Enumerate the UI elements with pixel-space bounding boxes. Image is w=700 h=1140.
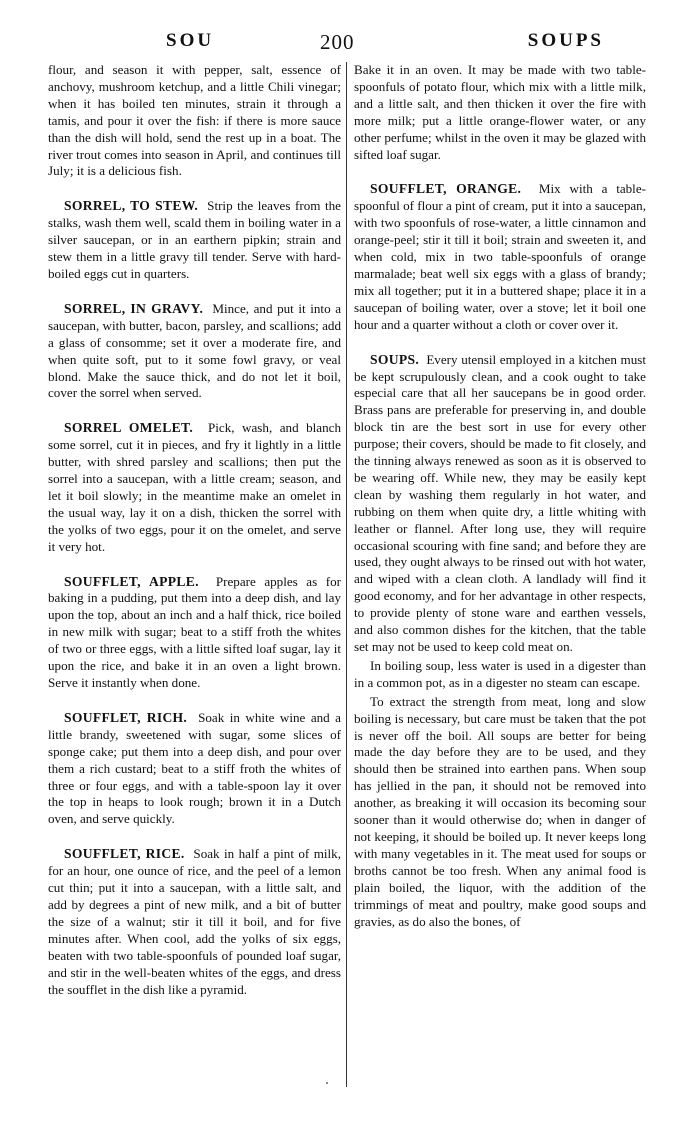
continuation-paragraph: flour, and season it with pepper, salt, essence of anchovy, mushroom ketchup, and a little Chili vinegar; when it has boiled ten minutes, strain it through a tamis, and pour it over the fish: if there is more sauce than the dish will hold, send the rest up in a boat. The river trout comes into season in April, and continues till July; it is a delicious fish. <box>48 62 341 179</box>
entry-title: SOUPS. <box>370 351 420 367</box>
entry-sorrel-omelet <box>48 420 341 555</box>
entry-soufflet-rich <box>48 710 341 828</box>
entry-soups <box>354 352 646 931</box>
header-left-guide-word: SOU <box>166 30 215 51</box>
left-column <box>48 62 341 998</box>
entry-soufflet-rice <box>48 846 341 998</box>
header-right-guide-word: SOUPS <box>527 30 604 51</box>
continuation-paragraph: Bake it in an oven. It may be made with two table-spoonfuls of potato flour, which mix with a little milk, and a little salt, and then thicken it over the fire with more milk; put a little orange-flower water, or any other perfume; whilst in the oven it may be glazed with sifted loaf sugar. <box>354 62 646 162</box>
running-header <box>48 30 652 60</box>
entry-soufflet-apple <box>48 574 341 692</box>
entry-text: Strip the leaves from the stalks, wash them well, scald them in boiling water in a silver saucepan, or in an earthern pipkin; strain and stew them in a little gravy till tender. Serve with hard-boiled eggs cut in quarters. <box>48 198 341 281</box>
entry-text: Prepare apples as for baking in a pudding, put them into a deep dish, and lay upon the top, about an inch and a half thick, rice boiled in new milk with sugar; beat to a stiff froth the whites of two or three eggs, with a little sifted loaf sugar, lay it upon the rice, and bake it in an oven a light brown. Serve it instantly when done. <box>48 573 341 690</box>
entry-title: SORREL OMELET. <box>64 420 194 436</box>
entry-title: SORREL, TO STEW. <box>64 198 199 214</box>
right-column <box>354 62 646 930</box>
entry-text: Soak in half a pint of milk, for an hour, one ounce of rice, and the peel of a lemon cut thin; put it into a saucepan, with a little salt, and add by degrees a pint of new milk, and a bit of butter the size of a walnut; stir it till it boil, and for five minutes after. When cool, add the yolks of six eggs, beaten with two table-spoonfuls of pounded loaf sugar, and stir in the well-beaten whites of the eggs, and dress the soufflet in the dish like a pyramid. <box>48 846 341 997</box>
entry-text: Soak in white wine and a little brandy, sweetened with sugar, some slices of sponge cake; put them into a deep dish, and pour over them a rich custard; beat to a stiff froth the whites of three or four eggs, and with a table-spoon lay it over the top in heaps to look rough; brown it in a Dutch oven, and serve quickly. <box>48 709 341 827</box>
entry-text: Mince, and put it into a saucepan, with butter, bacon, parsley, and scallions; add a glass of consomme; set it over a moderate fire, and when quite soft, put to it some fowl gravy, or veal blond. Make the sauce thick, and do not let it boil, cover the sorrel when served. <box>48 300 342 401</box>
entry-soufflet-orange <box>354 181 646 333</box>
body-paragraph: In boiling soup, less water is used in a digester than in a common pot, as in a digester no steam can escape. <box>354 657 646 690</box>
entry-title: SORREL, IN GRAVY. <box>64 300 204 316</box>
entry-text: Mix with a table-spoonful of flour a pint of cream, put it into a saucepan, with two spoonfuls of rose-water, a little cinnamon and orange-peel; stir it till it boil; strain and sweeten it, and when cold, mix in two table-spoonfuls of orange marmalade; beat well six eggs with a glass of brandy; mix all together; put it in a buttered shape; place it in a saucepan of boiling water, over a stove; let it boil one hour and a quarter without a cloth or cover over it. <box>354 181 646 332</box>
entry-text: Pick, wash, and blanch some sorrel, cut it in pieces, and fry it lightly in a little butter, with shred parsley and scallions; then put the sorrel into a saucepan, with a little cream; season, and let it boil slowly; in the meantime make an omelet in the usual way, lay it on a dish, thicken the sorrel with the yolks of two eggs, pour it on the omelet, and serve it very hot. <box>48 420 341 554</box>
entry-sorrel-to-stew <box>48 198 341 283</box>
entry-text: Every utensil employed in a kitchen must be kept scrupulously clean, and a cook ought to take especial care that all her saucepans be in good order. Brass pans are preferable for preserving in, and double block tin are the best sort in use for every other purpose; their covers, should be made to fit closely, and the tinning always renewed as soon as it is observed to be wearing off. While new, they may be easily kept clean by washing them regularly in hot water, and rubbing on them when quite dry, a little whiting with leather or flannel. After long use, they will require occasional scouring with fine sand; and before they are used, they ought always to be rinsed out with hot water, and wiped with a clean cloth. A landlady will find it good economy, and for her advantage in other respects, to provide plenty of stone ware and earthen vessels, and also common dishes for the kitchen, that the table set may not be used to keep cold meat on. <box>354 351 646 654</box>
entry-title: SOUFFLET, RICH. <box>64 709 188 725</box>
entry-title: SOUFFLET, APPLE. <box>64 573 199 589</box>
page-number: 200 <box>320 30 355 54</box>
body-paragraph: To extract the strength from meat, long and slow boiling is necessary, but care must be taken that the pot is never off the boil. All soups are better for being made the day before they are to be used, and they should then be strained into earthen pans. When soup has jellied in the pan, it should not be removed into another, as breaking it will occasion its becoming sour sooner than it would otherwise do; when in danger of not keeping, it should be boiled up. It never keeps long with many vegetables in it. The meat used for soups or broths cannot be too fresh. When any animal food is plain boiled, the liquor, with the addition of the trimmings of meat and poultry, make good soups and gravies, as do also the bones, of <box>354 693 646 929</box>
page-speck <box>326 1082 328 1084</box>
column-divider <box>346 62 347 1087</box>
entry-sorrel-in-gravy <box>48 301 341 402</box>
entry-title: SOUFFLET, RICE. <box>64 846 185 862</box>
entry-title: SOUFFLET, ORANGE. <box>370 181 522 197</box>
